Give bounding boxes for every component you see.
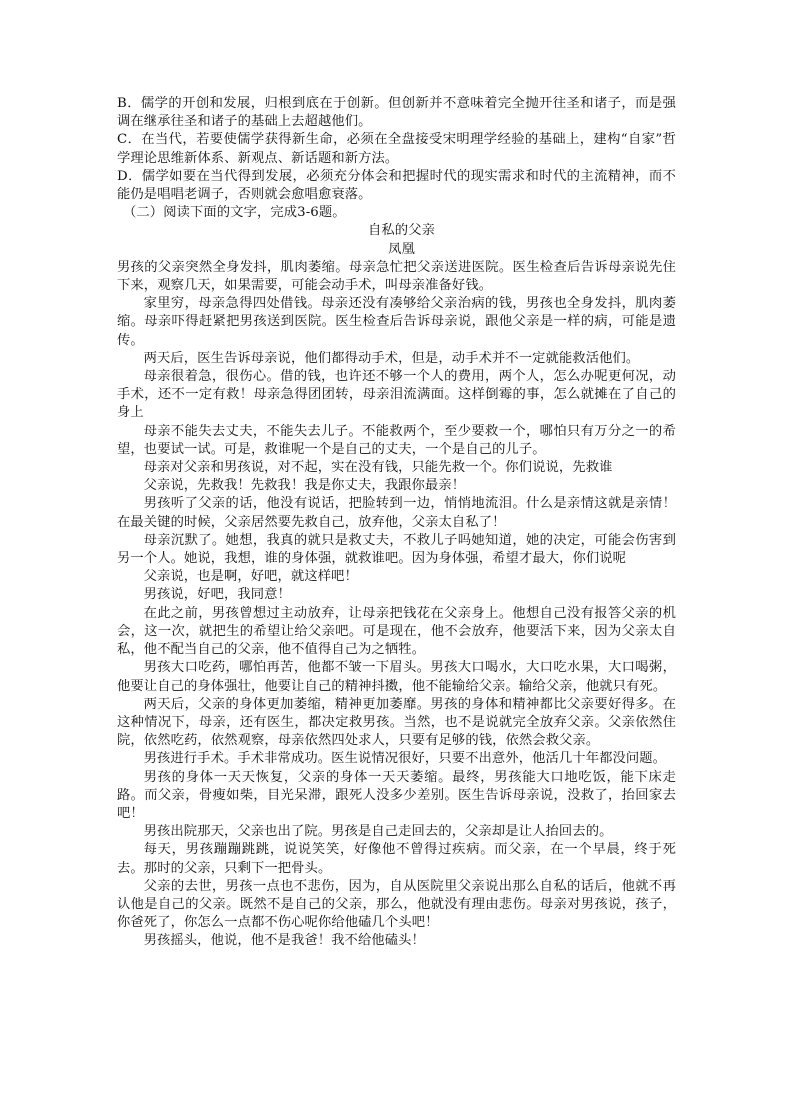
story-paragraph: 母亲对父亲和男孩说，对不起，实在没有钱，只能先救一个。你们说说，先救谁 [143,460,613,476]
story-paragraph: 父亲说，先救我！先救我！我是你丈夫，我跟你最亲！ [143,478,466,494]
story-paragraph: 男孩说，好吧，我同意！ [143,587,291,603]
story-paragraph: 男孩的身体一天天恢复，父亲的身体一天天萎缩。最终，男孩能大口地吃饭，能下床走路。而父亲，骨瘦如柴，目光呆滞，跟死人没多少差别。医生告诉母亲说，没救了，抬回家去吧！ [117,769,676,821]
story-paragraph: 母亲很着急，很伤心。借的钱，也许还不够一个人的费用，两个人，怎么办呢更何况，动手术，还不一定有救！母亲急得团团转，母亲泪流满面。这样倒霉的事，怎么就摊在了自己的身上 [117,369,676,421]
story-title: 自私的父亲 [368,223,435,239]
story-paragraph: 父亲的去世，男孩一点也不悲伤，因为，自从医院里父亲说出那么自私的话后，他就不再认他是自己的父亲。既然不是自己的父亲，那么，他就没有理由悲伤。母亲对男孩说，孩子，你爸死了，你怎么一点都不伤心呢你给他磕几个头吧！ [117,878,676,931]
story-paragraph: 男孩进行手术。手术非常成功。医生说情况很好，只要不出意外，他活几十年都没问题。 [143,751,667,767]
story-paragraph: 男孩大口吃药，哪怕再苦，他都不皱一下眉头。男孩大口喝水，大口吃水果，大口喝粥，他要让自己的身体强壮，他要让自己的精神抖擞，他不能输给父亲。输给父亲，他就只有死。 [117,660,676,694]
story-paragraph: 每天，男孩蹦蹦跳跳，说说笑笑，好像他不曾得过疾病。而父亲，在一个早晨，终于死去。那时的父亲，只剩下一把骨头。 [117,842,676,876]
document-body [117,95,676,951]
story-author: 凤凰 [388,241,415,257]
story-paragraph: 男孩的父亲突然全身发抖，肌肉萎缩。母亲急忙把父亲送进医院。医生检查后告诉母亲说先住下来，观察几天，如果需要，可能会动手术，叫母亲准备好钱。 [117,259,676,294]
story-paragraph: 两天后，父亲的身体更加萎缩，精神更加萎靡。男孩的身体和精神都比父亲要好得多。在这种情况下，母亲，还有医生，都决定救男孩。当然，也不是说就完全放弃父亲。父亲依然住院，依然吃药，依然观察，母亲依然四处求人，只要有足够的钱，依然会救父亲。 [117,696,676,749]
story-paragraph: 父亲说，也是啊，好吧，就这样吧！ [143,569,358,585]
story-paragraph: 男孩出院那天，父亲也出了院。男孩是自己走回去的，父亲却是让人抬回去的。 [143,824,613,840]
story-paragraph: 母亲不能失去丈夫，不能失去儿子。不能救两个，至少要救一个，哪怕只有万分之一的希望，也要试一试。可是，救谁呢一个是自己的丈夫，一个是自己的儿子。 [117,423,676,457]
option-d: D．儒学如要在当代得到发展，必须充分体会和把握时代的现实需求和时代的主流精神，而不能仍是唱唱老调子，否则就会愈唱愈衰落。 [117,168,676,203]
story-paragraph: 家里穷，母亲急得四处借钱。母亲还没有凑够给父亲治病的钱，男孩也全身发抖，肌肉萎缩。母亲吓得赶紧把男孩送到医院。医生检查后告诉母亲说，跟他父亲是一样的病，可能是遗传。 [117,296,676,348]
story-paragraph: 两天后，医生告诉母亲说，他们都得动手术，但是，动手术并不一定就能救活他们。 [143,350,640,366]
option-c: C．在当代，若要使儒学获得新生命，必须在全盘接受宋明理学经验的基础上，建构“自家”哲学理论思维新体系、新观点、新话题和新方法。 [117,132,676,166]
story-paragraph: 男孩摇头，他说，他不是我爸！我不给他磕头！ [143,933,425,949]
option-b: B．儒学的开创和发展，归根到底在于创新。但创新并不意味着完全抛开往圣和诸子，而是强调在继承往圣和诸子的基础上去超越他们。 [117,96,676,130]
story-paragraph: 母亲沉默了。她想，我真的就只是救丈夫，不救儿子吗她知道，她的决定，可能会伤害到另一个人。她说，我想，谁的身体强，就救谁吧。因为身体强，希望才最大，你们说呢 [117,532,676,567]
story-paragraph: 男孩听了父亲的话，他没有说话，把脸转到一边，悄悄地流泪。什么是亲情这就是亲情！在最关键的时候，父亲居然要先救自己，放弃他，父亲太自私了！ [117,496,676,530]
story-paragraph: 在此之前，男孩曾想过主动放弃，让母亲把钱花在父亲身上。他想自己没有报答父亲的机会，这一次，就把生的希望让给父亲吧。可是现在，他不会放弃，他要活下来，因为父亲太自私，他不配当自己的父亲，他不值得自己为之牺牲。 [117,605,676,658]
section-heading: （二）阅读下面的文字，完成3-6题。 [123,205,346,221]
